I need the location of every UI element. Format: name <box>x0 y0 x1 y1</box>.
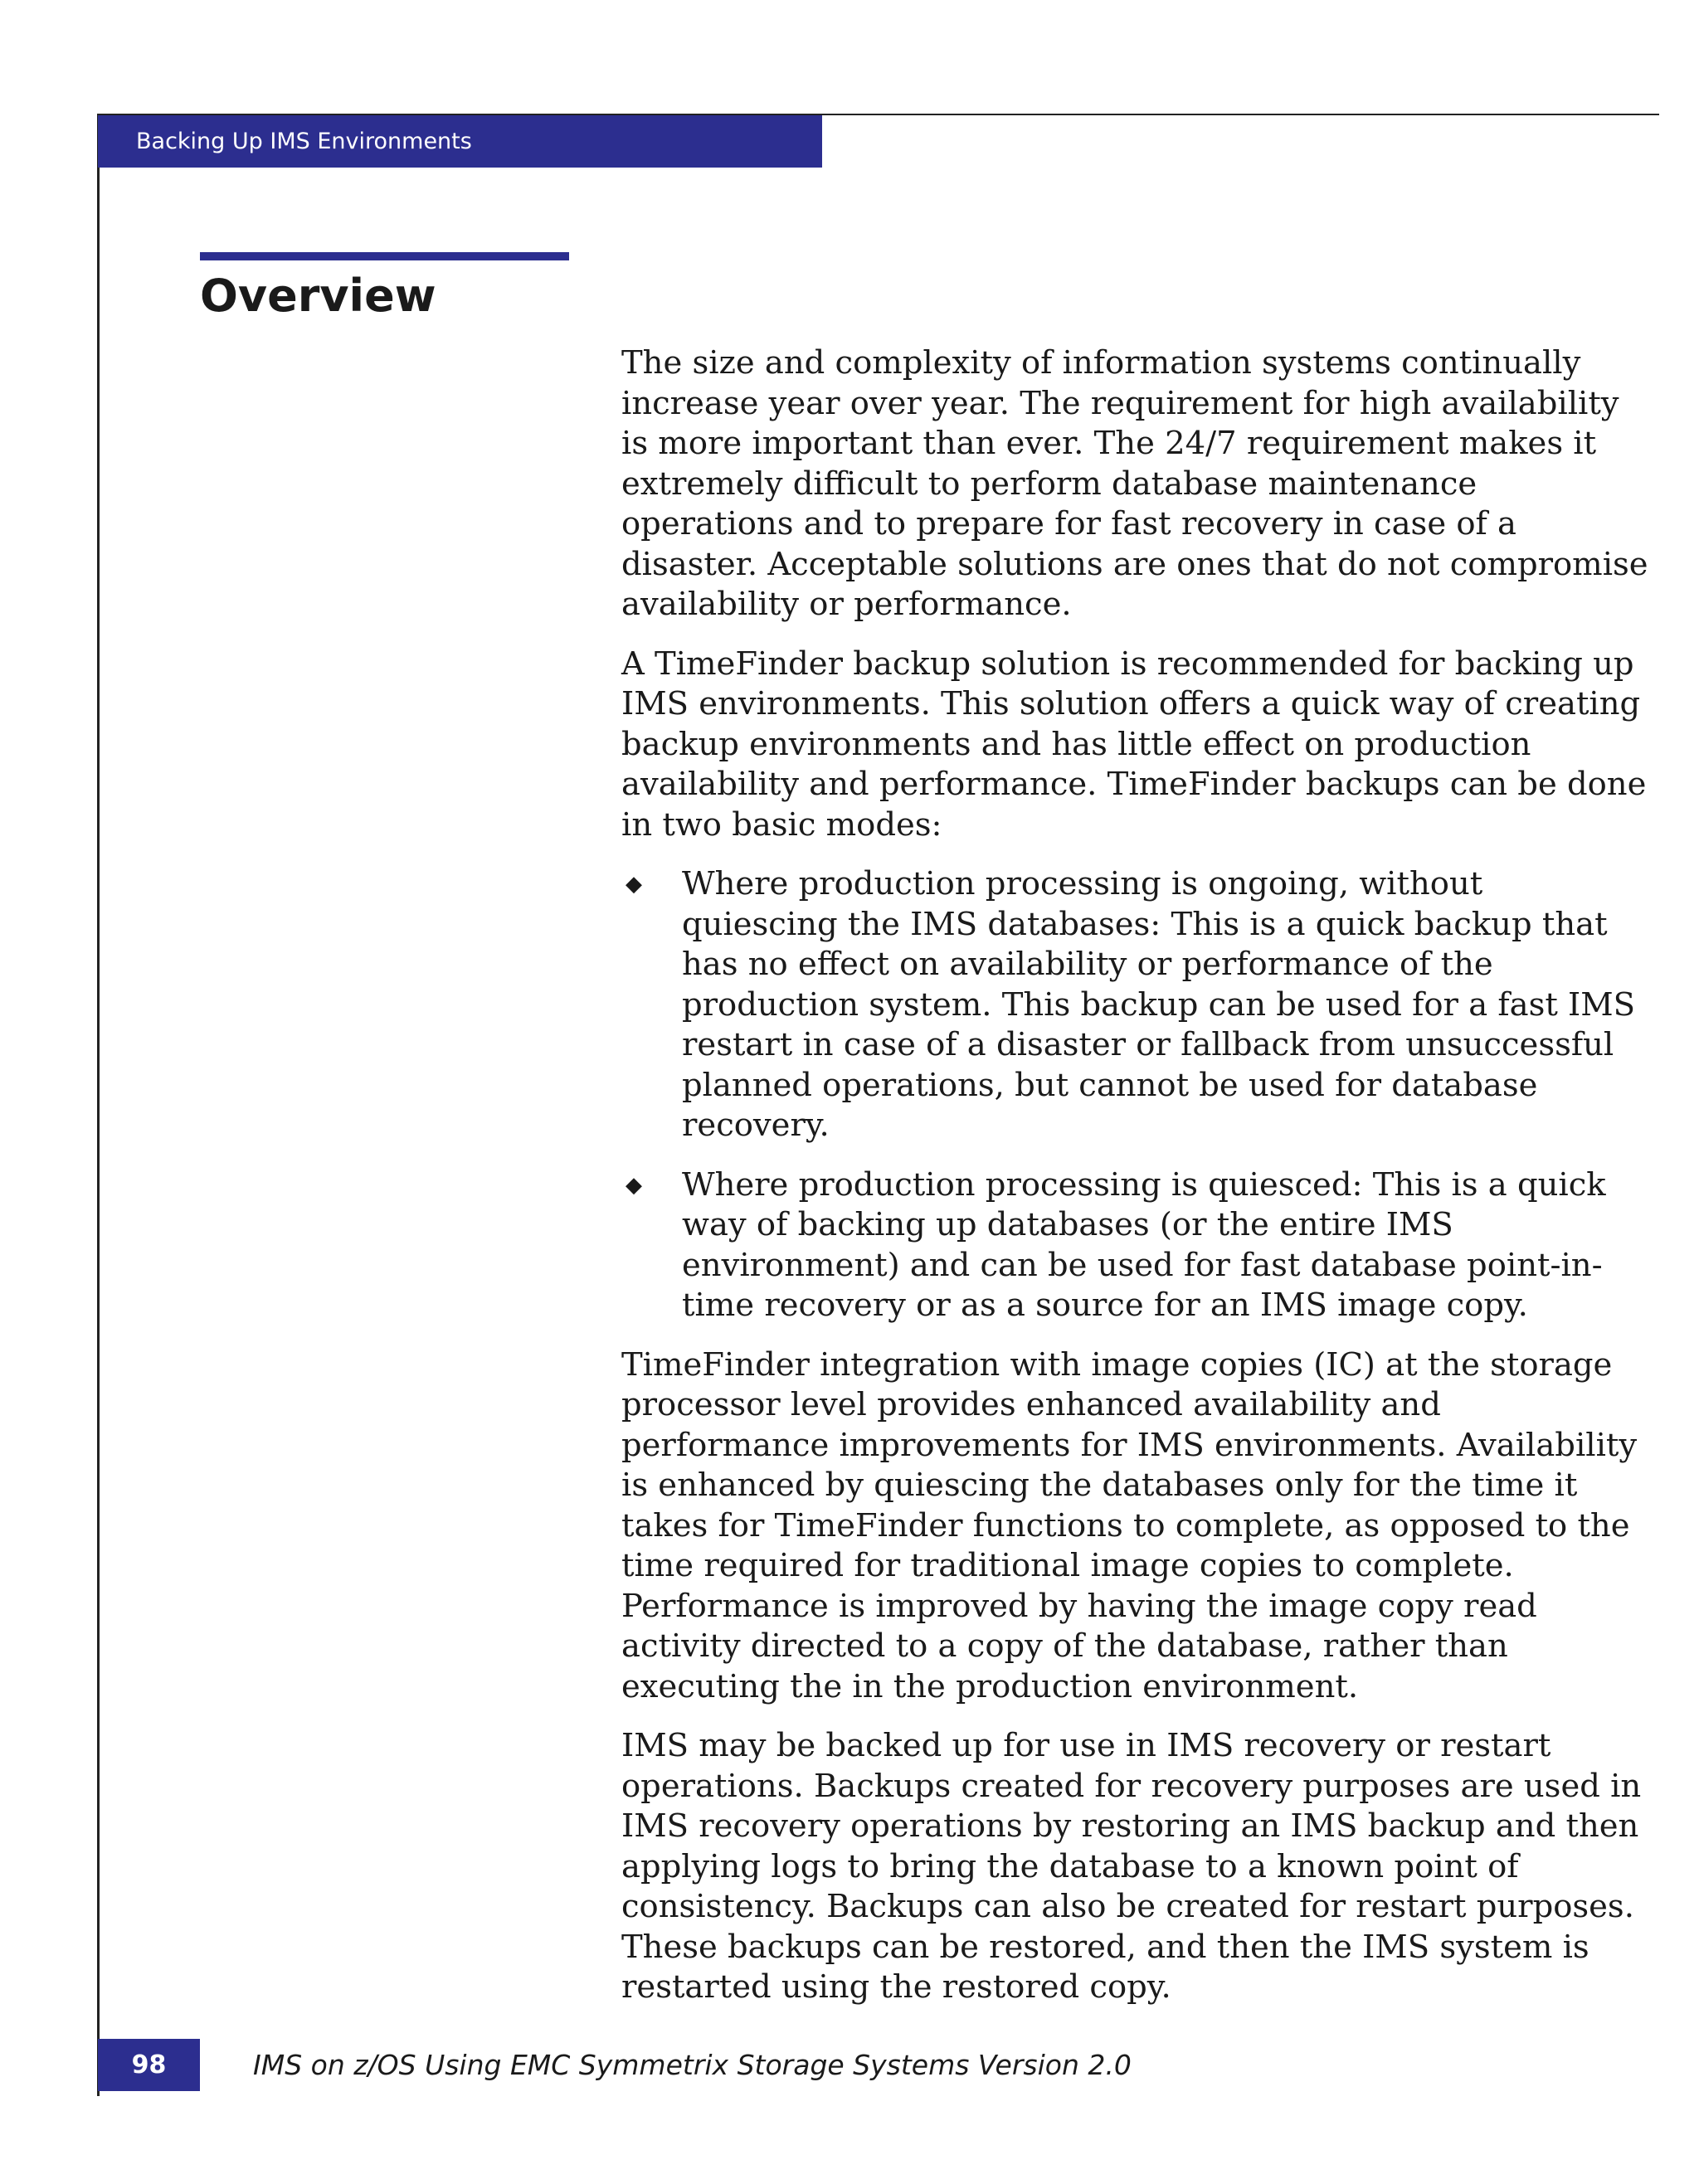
footer-book-title: IMS on z/OS Using EMC Symmetrix Storage Systems Version 2.0 <box>253 2049 1132 2081</box>
paragraph-integration: TimeFinder integration with image copies (IC) at the storage processor level provides enhanced availability and performance improvements for IMS environments. Availability is enhanced by quiescing the databases only for the time it takes for TimeFinder functions to complete, as opposed to the time required for traditional image copies to complete. Performance is improved by having the image copy read activity directed to a copy of the database, rather than executing the in the production environment. <box>621 1345 1638 1705</box>
paragraph-intro: The size and complexity of information systems continually increase year over year. The requirement for high availability is more important than ever. The 24/7 requirement makes it extremely difficult to perform database maintenance operations and to prepare for fast recovery in case of a disaster. Acceptable solutions are ones that do not compromise availability or performance. <box>621 344 1648 623</box>
list-item-text: Where production processing is ongoing, without quiescing the IMS databases: This is a quick backup that has no effect on availability or performance of the production system. This backup can be used for a fast IMS restart in case of a disaster or fallback from unsuccessful planned operations, but cannot be used for database recovery. <box>682 865 1636 1144</box>
body-text <box>621 343 1648 2027</box>
running-header: Backing Up IMS Environments <box>98 115 822 168</box>
diamond-bullet-icon: ◆ <box>626 1172 642 1198</box>
section-title: Overview <box>200 270 436 322</box>
left-margin-rule <box>97 114 100 2096</box>
section-title-bar <box>200 252 569 260</box>
list-item <box>621 864 1648 1146</box>
paragraph-recovery: IMS may be backed up for use in IMS recovery or restart operations. Backups created for recovery purposes are used in IMS recovery operations by restoring an IMS backup and then applying logs to bring the database to a known point of consistency. Backups can also be created for restart purposes. These backups can be restored, and then the IMS system is restarted using the restored copy. <box>621 1727 1642 2006</box>
diamond-bullet-icon: ◆ <box>626 872 642 897</box>
bullet-list <box>621 864 1648 1326</box>
paragraph-timefinder: A TimeFinder backup solution is recommended for backing up IMS environments. This solution offers a quick way of creating backup environments and has little effect on production availability and performance. TimeFinder backups can be done in two basic modes: <box>621 644 1647 844</box>
list-item-text: Where production processing is quiesced: This is a quick way of backing up databases (or the entire IMS environment) and can be used for fast database point-in-time recovery or as a source for an IMS image copy. <box>682 1165 1606 1324</box>
list-item <box>621 1165 1648 1326</box>
page-number: 98 <box>98 2039 200 2091</box>
